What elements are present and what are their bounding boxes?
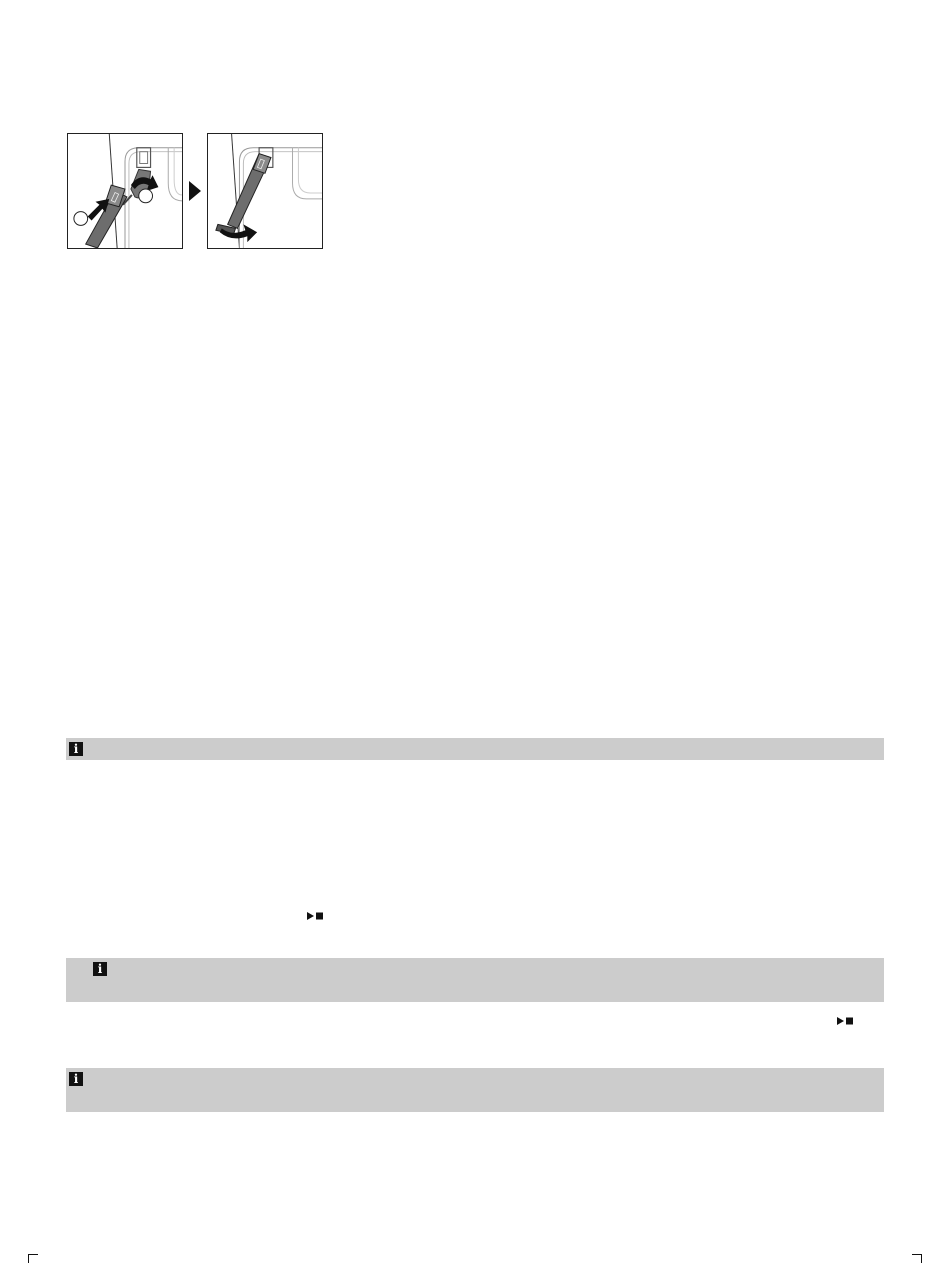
crop-mark-left-vertical [28, 1254, 29, 1263]
illustration-step-1 [67, 133, 183, 249]
info-icon: i [69, 1072, 83, 1086]
info-icon: i [93, 962, 107, 976]
insert-handle-illustration [68, 134, 182, 248]
triangle-right-icon [189, 181, 201, 201]
info-note-2 [66, 958, 884, 1002]
play-stop-icon [307, 912, 325, 920]
info-note-1 [66, 738, 884, 760]
info-icon: i [69, 742, 83, 756]
info-note-3 [66, 1068, 884, 1112]
rotate-handle-illustration [208, 134, 322, 248]
crop-mark-left [28, 1254, 38, 1255]
crop-mark-right-vertical [921, 1254, 922, 1263]
illustration-step-2 [207, 133, 323, 249]
play-stop-icon [837, 1017, 855, 1025]
